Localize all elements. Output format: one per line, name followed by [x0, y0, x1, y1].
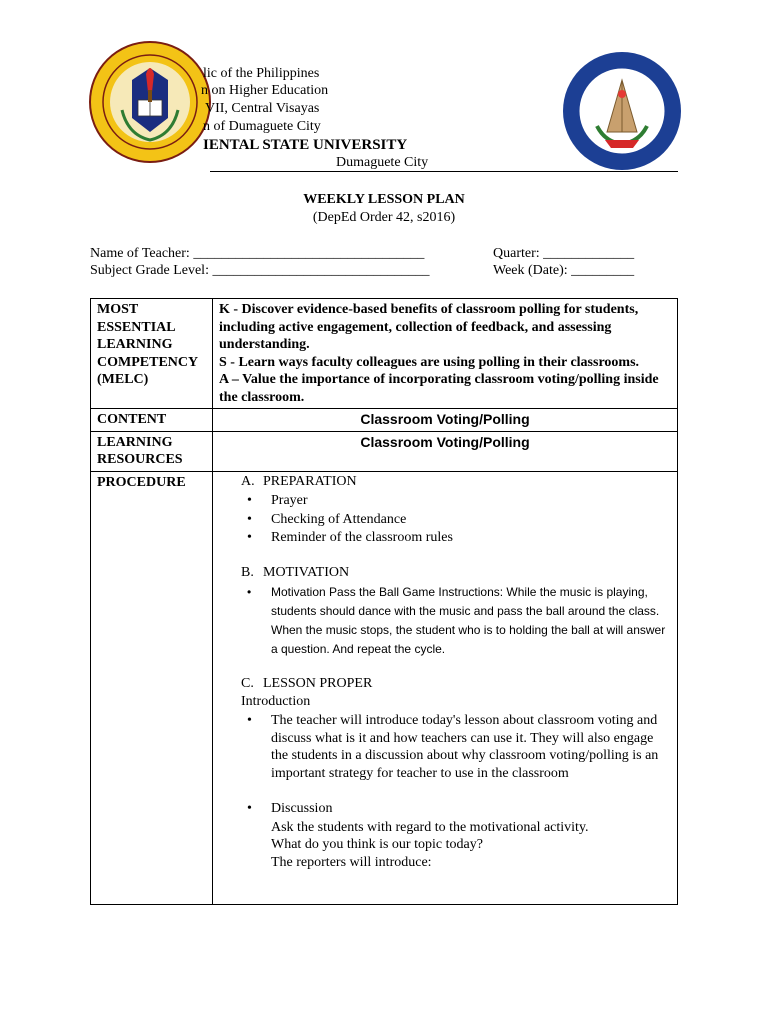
- header-divider: [210, 171, 678, 172]
- melc-row: [91, 299, 678, 409]
- header-city: Dumaguete City: [336, 155, 429, 170]
- motivation-letter: B.: [241, 564, 254, 580]
- list-item: • The teacher will introduce today's lesson about classroom voting and discuss what is it and how teachers can use it. They will also engage the students in a discussion about why classroom voting/polling is an important strategy for teacher to use in the classroom: [271, 712, 671, 782]
- header-division: n of Dumaguete City: [203, 119, 321, 134]
- melc-skill: S - Learn ways faculty colleagues are using polling in their classrooms.: [219, 354, 640, 370]
- deped-division-seal-logo: [561, 50, 683, 172]
- preparation-title: PREPARATION: [263, 473, 357, 489]
- motivation-list: [219, 583, 671, 659]
- header-region: VII, Central Visayas: [205, 101, 320, 116]
- lesson-proper-heading: [219, 675, 671, 693]
- resources-row: [91, 431, 678, 471]
- lesson-plan-table: [90, 298, 678, 905]
- melc-content: [213, 299, 678, 409]
- introduction-list: [219, 712, 671, 782]
- university-seal-logo: [88, 40, 212, 164]
- teacher-name-field: Name of Teacher: _________________________________: [90, 246, 425, 261]
- preparation-heading: [219, 473, 671, 491]
- discussion-line: The reporters will introduce:: [271, 854, 432, 870]
- melc-attitude: A – Value the importance of incorporating classroom voting/polling inside the classroom.: [219, 372, 659, 405]
- content-value: Classroom Voting/Polling: [213, 409, 678, 432]
- document-title: WEEKLY LESSON PLAN: [303, 192, 465, 207]
- subject-grade-field: Subject Grade Level: _______________________________: [90, 263, 430, 278]
- procedure-content: [213, 471, 678, 904]
- procedure-row: [91, 471, 678, 904]
- resources-value: Classroom Voting/Polling: [213, 431, 678, 471]
- procedure-label: PROCEDURE: [91, 471, 213, 904]
- list-item: • Discussion: [271, 800, 671, 818]
- quarter-field: Quarter: _____________: [493, 246, 635, 261]
- content-row: [91, 409, 678, 432]
- list-item: • Prayer: [271, 492, 671, 510]
- list-item: • Motivation Pass the Ball Game Instructions: While the music is playing, students should dance with the music and pass the ball around the class. When the music stops, the student who is to holding the ball at will answer a question. And repeat the cycle.: [271, 583, 671, 659]
- motivation-heading: [219, 564, 671, 582]
- content-label: CONTENT: [91, 409, 213, 432]
- lesson-proper-letter: C.: [241, 676, 254, 691]
- melc-knowledge: K - Discover evidence-based benefits of classroom polling for students, including active engagement, collection of feedback, and assessing understanding.: [219, 302, 639, 352]
- resources-label: LEARNING RESOURCES: [91, 431, 213, 471]
- melc-label: MOST ESSENTIAL LEARNING COMPETENCY (MELC): [91, 299, 213, 409]
- document-subtitle: (DepEd Order 42, s2016): [312, 210, 456, 225]
- preparation-letter: A.: [241, 473, 255, 489]
- discussion-line: Ask the students with regard to the motivational activity.: [271, 819, 589, 835]
- header-commission: n on Higher Education: [201, 83, 329, 98]
- header-republic: lic of the Philippines: [203, 66, 320, 81]
- motivation-title: MOTIVATION: [263, 564, 350, 580]
- lesson-proper-title: LESSON PROPER: [263, 676, 373, 691]
- introduction-label: Introduction: [241, 693, 311, 709]
- discussion-line: What do you think is our topic today?: [271, 837, 483, 852]
- header-university: IENTAL STATE UNIVERSITY: [203, 137, 408, 153]
- preparation-list: [219, 492, 671, 547]
- week-date-field: Week (Date): _________: [493, 263, 635, 278]
- list-item: • Reminder of the classroom rules: [271, 529, 671, 547]
- list-item: • Checking of Attendance: [271, 511, 671, 529]
- discussion-list: [219, 800, 671, 818]
